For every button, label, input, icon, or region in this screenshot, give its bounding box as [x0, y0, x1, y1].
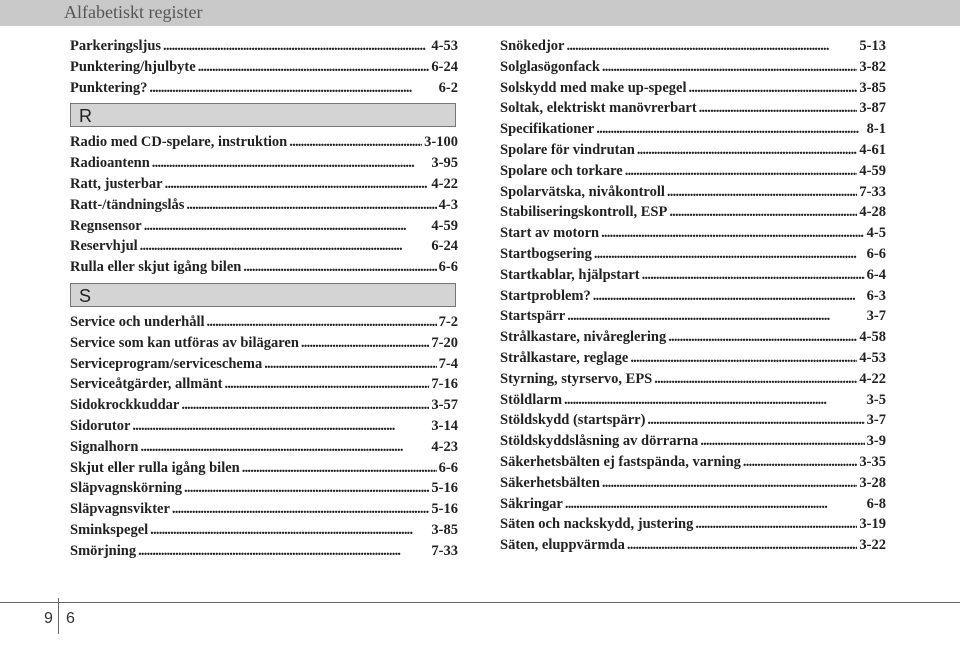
- section-header-s: [70, 283, 456, 307]
- dot-leader: [224, 376, 429, 393]
- page-reference: 3-5: [866, 391, 886, 408]
- dot-leader: [668, 329, 857, 346]
- index-term: Soltak, elektriskt manövrerbart: [500, 100, 697, 117]
- dot-leader: [593, 288, 865, 305]
- index-entry: [70, 155, 458, 176]
- page-reference: 6-6: [438, 459, 458, 476]
- index-term: Sidokrockkuddar: [70, 397, 180, 414]
- dot-leader: [601, 225, 865, 242]
- dot-leader: [165, 176, 430, 193]
- dot-leader: [149, 80, 436, 97]
- index-entry: [500, 475, 886, 496]
- index-entry: [500, 59, 886, 80]
- index-entry: [500, 537, 886, 558]
- index-entry: [500, 433, 886, 454]
- index-term: Spolare för vindrutan: [500, 141, 635, 158]
- index-entry: [500, 38, 886, 59]
- index-list-top: [70, 38, 458, 100]
- dot-leader: [138, 543, 429, 560]
- index-entry: [500, 80, 886, 101]
- page-reference: 3-100: [424, 134, 458, 151]
- page-reference: 3-82: [859, 58, 886, 75]
- index-term: Strålkastare, nivåreglering: [500, 329, 667, 346]
- dot-leader: [198, 59, 430, 76]
- index-entry: [70, 460, 458, 481]
- section-letter: R: [79, 106, 92, 127]
- dot-leader: [689, 80, 858, 97]
- index-term: Radioantenn: [70, 155, 150, 172]
- page-reference: 7-33: [431, 542, 458, 559]
- dot-leader: [596, 121, 864, 138]
- dot-leader: [152, 155, 430, 172]
- page-reference: 3-28: [859, 474, 886, 491]
- index-entry: [70, 259, 458, 280]
- index-term: Skjut eller rulla igång bilen: [70, 459, 240, 476]
- left-column: [70, 38, 458, 564]
- page-reference: 4-53: [859, 349, 886, 366]
- dot-leader: [695, 516, 857, 533]
- index-term: Start av motorn: [500, 225, 600, 242]
- footer-tick: [58, 598, 59, 634]
- page-reference: 3-95: [431, 155, 458, 172]
- index-entry: [70, 197, 458, 218]
- dot-leader: [566, 38, 857, 55]
- index-term: Säkerhetsbälten ej fastspända, varning: [500, 453, 741, 470]
- index-term: Styrning, styrservo, EPS: [500, 370, 653, 387]
- page-reference: 4-23: [431, 438, 458, 455]
- index-term: Stabiliseringskontroll, ESP: [500, 204, 668, 221]
- dot-leader: [132, 418, 429, 435]
- page-reference: 4-5: [866, 225, 886, 242]
- index-term: Smörjning: [70, 542, 137, 559]
- index-term: Säten och nackskydd, justering: [500, 516, 694, 533]
- index-term: Specifikationer: [500, 121, 595, 138]
- dot-leader: [602, 59, 857, 76]
- index-term: Solskydd med make up-spegel: [500, 79, 687, 96]
- page-reference: 3-7: [866, 412, 886, 429]
- dot-leader: [172, 501, 429, 518]
- index-term: Parkeringsljus: [70, 38, 162, 54]
- index-term: Service som kan utföras av bilägaren: [70, 334, 299, 351]
- page-reference: 3-57: [431, 397, 458, 414]
- index-entry: [70, 218, 458, 239]
- index-term: Punktering/hjulbyte: [70, 58, 196, 75]
- index-entry: [500, 163, 886, 184]
- page-reference: 4-59: [431, 217, 458, 234]
- dot-leader: [264, 356, 436, 373]
- page-reference: 4-59: [859, 162, 886, 179]
- index-entry: [70, 356, 458, 377]
- dot-leader: [243, 259, 436, 276]
- section-letter: S: [79, 285, 92, 306]
- index-entry: [70, 480, 458, 501]
- index-entry: [70, 418, 458, 439]
- dot-leader: [567, 308, 864, 325]
- index-entry: [70, 501, 458, 522]
- dot-leader: [184, 480, 429, 497]
- dot-leader: [699, 100, 858, 117]
- index-entry: [70, 376, 458, 397]
- page-reference: 4-3: [438, 196, 458, 213]
- index-term: Släpvagnskörning: [70, 480, 183, 497]
- index-term: Säkringar: [500, 495, 563, 512]
- dot-leader: [647, 412, 864, 429]
- right-column: [500, 38, 886, 558]
- dot-leader: [700, 433, 864, 450]
- page-reference: 4-28: [859, 204, 886, 221]
- index-entry: [500, 371, 886, 392]
- index-term: Spolarvätska, nivåkontroll: [500, 183, 665, 200]
- dot-leader: [565, 496, 865, 513]
- page-reference: 6-3: [866, 287, 886, 304]
- dot-leader: [141, 439, 430, 456]
- page-reference: 5-16: [431, 480, 458, 497]
- page-reference: 3-19: [859, 516, 886, 533]
- index-term: Säten, eluppvärmda: [500, 537, 625, 554]
- dot-leader: [602, 475, 858, 492]
- page-reference: 4-53: [431, 38, 458, 54]
- page-title: Alfabetiskt register: [64, 2, 203, 22]
- index-entry: [70, 439, 458, 460]
- index-entry: [70, 238, 458, 259]
- index-entry: [70, 335, 458, 356]
- page-reference: 6-24: [431, 58, 458, 75]
- index-list-right: [500, 38, 886, 558]
- page-reference: 3-85: [431, 521, 458, 538]
- index-term: Strålkastare, reglage: [500, 349, 629, 366]
- index-entry: [500, 246, 886, 267]
- dot-leader: [743, 454, 858, 471]
- index-term: Serviceåtgärder, allmänt: [70, 376, 223, 393]
- dot-leader: [625, 163, 858, 180]
- dot-leader: [667, 184, 857, 201]
- index-entry: [70, 543, 458, 564]
- page-reference: 3-7: [866, 308, 886, 325]
- page-reference: 7-2: [438, 313, 458, 330]
- index-term: Stöldskyddslåsning av dörrarna: [500, 433, 699, 450]
- index-term: Spolare och torkare: [500, 162, 623, 179]
- page-reference: 3-85: [859, 79, 886, 96]
- index-term: Stöldlarm: [500, 391, 563, 408]
- page-reference: 8-1: [866, 121, 886, 138]
- page-reference: 4-22: [859, 370, 886, 387]
- page-reference: 5-16: [431, 501, 458, 518]
- index-term: Startproblem?: [500, 287, 591, 304]
- index-entry: [500, 496, 886, 517]
- page-reference: 6-6: [438, 259, 458, 276]
- dot-leader: [144, 218, 430, 235]
- index-term: Startbogsering: [500, 245, 592, 262]
- dot-leader: [564, 392, 865, 409]
- index-term: Sminkspegel: [70, 521, 149, 538]
- index-term: Serviceprogram/serviceschema: [70, 355, 263, 372]
- index-term: Solglasögonfack: [500, 58, 600, 75]
- dot-leader: [150, 522, 429, 539]
- index-term: Stöldskydd (startspärr): [500, 412, 646, 429]
- index-entry: [70, 134, 458, 155]
- page-reference: 6-24: [431, 238, 458, 255]
- index-entry: [500, 329, 886, 350]
- page-reference: 3-9: [866, 433, 886, 450]
- page-reference: 3-22: [859, 537, 886, 554]
- page-number: 6: [66, 610, 75, 627]
- index-term: Sidorutor: [70, 417, 131, 434]
- dot-leader: [163, 38, 429, 55]
- index-entry: [500, 454, 886, 475]
- index-term: Ratt, justerbar: [70, 175, 163, 192]
- index-term: Snökedjor: [500, 38, 565, 54]
- dot-leader: [181, 397, 429, 414]
- dot-leader: [207, 314, 437, 331]
- index-entry: [500, 412, 886, 433]
- page-reference: 3-35: [859, 453, 886, 470]
- index-term: Startkablar, hjälpstart: [500, 266, 640, 283]
- page-reference: 4-58: [859, 329, 886, 346]
- page-reference: 5-13: [859, 38, 886, 54]
- index-entry: [70, 176, 458, 197]
- index-entry: [500, 100, 886, 121]
- index-entry: [500, 288, 886, 309]
- index-list-r: [70, 134, 458, 280]
- index-term: Signalhorn: [70, 438, 139, 455]
- index-entry: [70, 59, 458, 80]
- page-reference: 7-4: [438, 355, 458, 372]
- page-reference: 3-87: [859, 100, 886, 117]
- dot-leader: [301, 335, 430, 352]
- dot-leader: [140, 238, 430, 255]
- page-reference: 7-16: [431, 376, 458, 393]
- footer-divider: [0, 602, 960, 603]
- dot-leader: [594, 246, 865, 263]
- index-list-s: [70, 314, 458, 564]
- index-entry: [500, 184, 886, 205]
- index-entry: [500, 142, 886, 163]
- index-entry: [500, 267, 886, 288]
- dot-leader: [654, 371, 857, 388]
- index-term: Rulla eller skjut igång bilen: [70, 259, 242, 276]
- index-entry: [70, 397, 458, 418]
- dot-leader: [637, 142, 858, 159]
- dot-leader: [669, 204, 857, 221]
- index-entry: [500, 350, 886, 371]
- index-entry: [500, 308, 886, 329]
- page-reference: 4-22: [431, 175, 458, 192]
- dot-leader: [289, 134, 422, 151]
- section-header-r: [70, 103, 456, 127]
- index-entry: [70, 314, 458, 335]
- dot-leader: [242, 460, 437, 477]
- index-entry: [70, 522, 458, 543]
- index-entry: [70, 80, 458, 101]
- page-reference: 6-2: [438, 79, 458, 96]
- index-entry: [500, 121, 886, 142]
- page-reference: 4-61: [859, 141, 886, 158]
- index-term: Släpvagnsvikter: [70, 501, 170, 518]
- page-chapter: 9: [44, 610, 53, 627]
- index-term: Startspärr: [500, 308, 566, 325]
- index-term: Punktering?: [70, 79, 148, 96]
- page-reference: 6-4: [866, 266, 886, 283]
- index-entry: [500, 204, 886, 225]
- dot-leader: [642, 267, 865, 284]
- index-term: Säkerhetsbälten: [500, 474, 600, 491]
- page-reference: 6-8: [866, 495, 886, 512]
- index-term: Radio med CD-spelare, instruktion: [70, 134, 288, 151]
- dot-leader: [186, 197, 436, 214]
- index-entry: [500, 392, 886, 413]
- dot-leader: [630, 350, 857, 367]
- index-term: Regnsensor: [70, 217, 142, 234]
- page-reference: 3-14: [431, 417, 458, 434]
- dot-leader: [627, 537, 858, 554]
- index-term: Service och underhåll: [70, 313, 205, 330]
- index-term: Ratt-/tändningslås: [70, 196, 185, 213]
- page-reference: 7-33: [859, 183, 886, 200]
- index-term: Reservhjul: [70, 238, 138, 255]
- index-entry: [70, 38, 458, 59]
- index-entry: [500, 516, 886, 537]
- page-reference: 6-6: [866, 245, 886, 262]
- index-entry: [500, 225, 886, 246]
- page-reference: 7-20: [431, 334, 458, 351]
